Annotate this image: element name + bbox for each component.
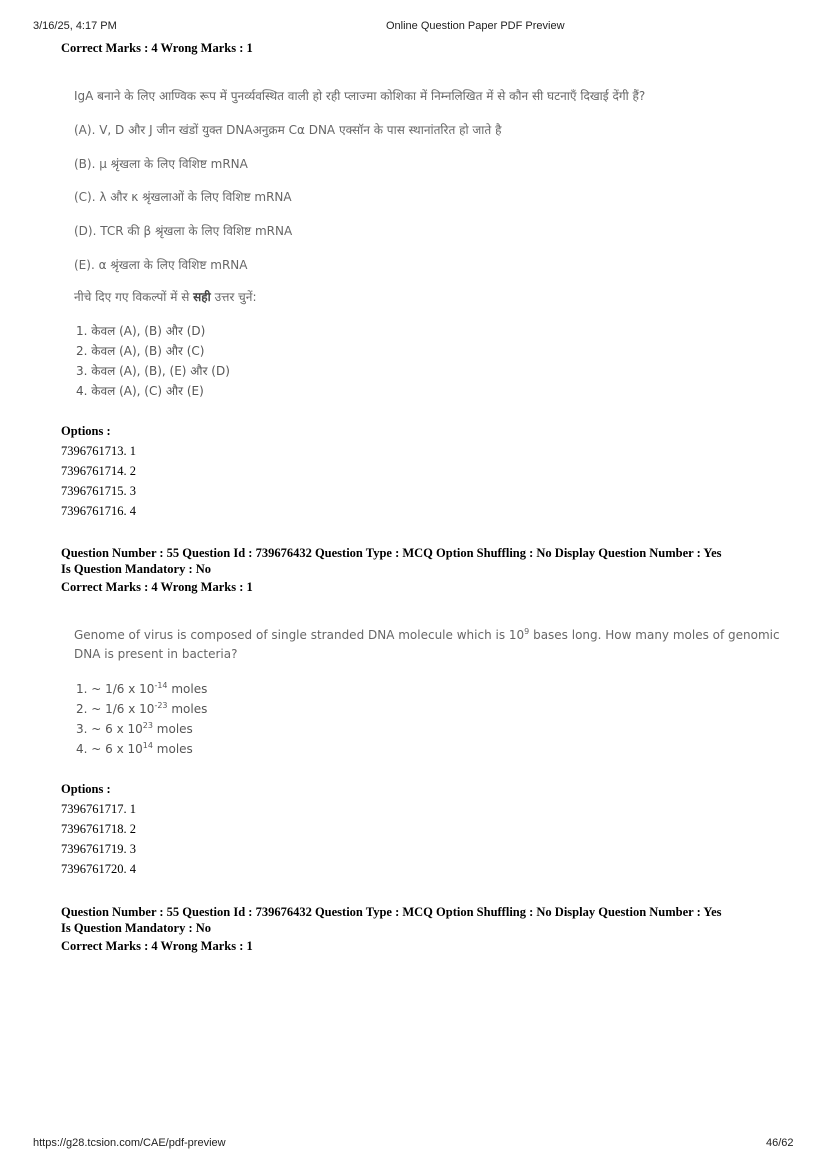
q54-choice-2: 2. केवल (A), (B) और (C) (76, 344, 205, 358)
q54-statement-d: (D). TCR की β श्रृंखला के लिए विशिष्ट mRNA (74, 224, 293, 238)
q55-choice-4: 4. ~ 6 x $10^{14}$ moles (76, 741, 193, 756)
q54-marks: Correct Marks : 4 Wrong Marks : 1 (61, 41, 253, 55)
q54-option-list (61, 441, 136, 521)
q54-choice-3: 3. केवल (A), (B), (E) और (D) (76, 364, 230, 378)
q54-instruction-post: उत्तर चुनें: (214, 290, 257, 304)
q56-meta-line1: Question Number : 55 Question Id : 739676432 Question Type : MCQ Option Shuffling : No Display Question Number : Yes (61, 905, 722, 919)
q55-stem-b: bases long. How many moles of genomic (529, 628, 780, 642)
q54-stem: IgA बनाने के लिए आण्विक रूप में पुनर्व्यवस्थित वाली हो रही प्लाज्मा कोशिका में निम्नलिखित में से कौन सी घटनाएँ दिखाई देंगी हैं? (74, 89, 646, 103)
q55-option-1: 7396761717. 1 (61, 802, 136, 816)
print-datetime: 3/16/25, 4:17 PM (33, 20, 117, 32)
q55-option-3: 7396761719. 3 (61, 842, 136, 856)
q54-instruction (74, 288, 257, 305)
q54-option-1: 7396761713. 1 (61, 444, 136, 458)
footer-url: https://g28.tcsion.com/CAE/pdf-preview (33, 1137, 226, 1149)
q55-choice-3: 3. ~ 6 x $10^{23}$ moles (76, 721, 193, 736)
q54-choice-4: 4. केवल (A), (C) और (E) (76, 384, 204, 398)
page-title: Online Question Paper PDF Preview (386, 20, 565, 32)
q54-option-4: 7396761716. 4 (61, 504, 136, 518)
q55-option-list (61, 799, 136, 879)
q56-meta-line2: Is Question Mandatory : No (61, 921, 212, 935)
q55-option-2: 7396761718. 2 (61, 822, 136, 836)
q55-choice-1: 1. ~ 1/6 x $10^{-14}$ moles (76, 681, 208, 696)
q55-option-4: 7396761720. 4 (61, 862, 136, 876)
q54-option-3: 7396761715. 3 (61, 484, 136, 498)
q55-stem-sup: 9 (524, 627, 530, 636)
q54-choice-1: 1. केवल (A), (B) और (D) (76, 324, 206, 338)
q54-option-2: 7396761714. 2 (61, 464, 136, 478)
q55-stem-line1 (74, 627, 780, 642)
q55-stem-line2: DNA is present in bacteria? (74, 647, 238, 661)
q54-statement-b: (B). μ श्रृंखला के लिए विशिष्ट mRNA (74, 157, 248, 171)
q55-meta-line1: Question Number : 55 Question Id : 739676432 Question Type : MCQ Option Shuffling : No Display Question Number : Yes (61, 546, 722, 560)
q55-marks: Correct Marks : 4 Wrong Marks : 1 (61, 580, 253, 594)
q54-instruction-bold: सही (193, 290, 211, 304)
q54-statement-c: (C). λ और κ श्रृंखलाओं के लिए विशिष्ट mRNA (74, 190, 292, 204)
q55-options-label: Options : (61, 782, 111, 796)
q54-statement-e: (E). α श्रृंखला के लिए विशिष्ट mRNA (74, 258, 248, 272)
q55-choice-2: 2. ~ 1/6 x $10^{-23}$ moles (76, 701, 208, 716)
q54-instruction-pre: नीचे दिए गए विकल्पों में से (74, 290, 190, 304)
q55-stem-a: Genome of virus is composed of single stranded DNA molecule which is 10 (74, 628, 525, 642)
q54-options-label: Options : (61, 424, 111, 438)
q56-marks: Correct Marks : 4 Wrong Marks : 1 (61, 939, 253, 953)
page-number: 46/62 (766, 1137, 794, 1149)
q55-meta-line2: Is Question Mandatory : No (61, 562, 212, 576)
q54-statement-a: (A). V, D और J जीन खंडों युक्त DNAअनुक्रम Cα DNA एक्सॉन के पास स्थानांतरित हो जाते है (74, 123, 502, 137)
